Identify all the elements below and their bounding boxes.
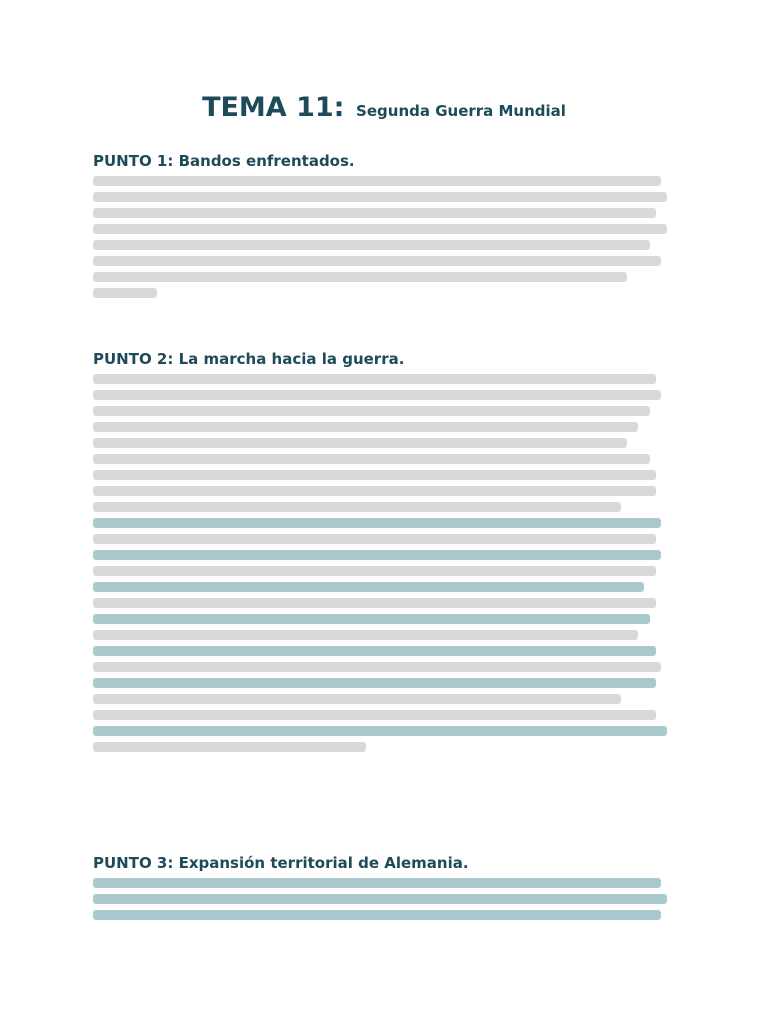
section-2-body (93, 374, 673, 752)
section-2-heading: PUNTO 2: La marcha hacia la guerra. (93, 350, 405, 368)
section-1 (93, 152, 673, 298)
title-main: TEMA 11: (202, 92, 345, 123)
section-1-heading: PUNTO 1: Bandos enfrentados. (93, 152, 355, 170)
section-3 (93, 854, 673, 920)
section-1-body (93, 176, 673, 298)
section-3-heading: PUNTO 3: Expansión territorial de Alemania. (93, 854, 469, 872)
section-3-body (93, 878, 673, 920)
title-subtitle: Segunda Guerra Mundial (356, 102, 566, 120)
page-title (0, 92, 768, 123)
section-2 (93, 350, 673, 752)
